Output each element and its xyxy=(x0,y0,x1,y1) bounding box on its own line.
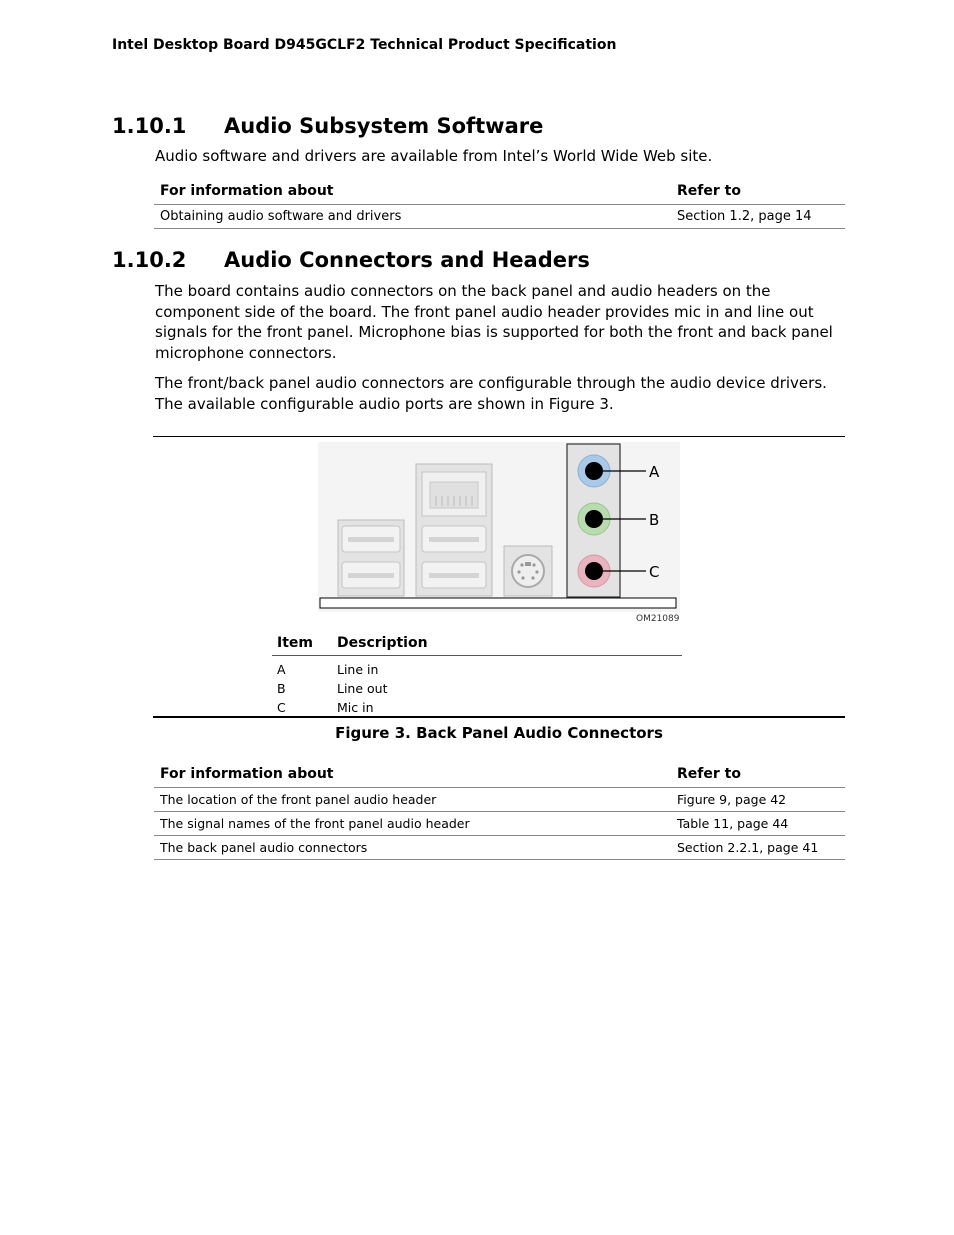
column-header-refer: Refer to xyxy=(671,760,845,788)
section-heading-audio-software xyxy=(112,114,543,138)
cell-about: The back panel audio connectors xyxy=(154,836,671,860)
running-header: Intel Desktop Board D945GCLF2 Technical Product Specification xyxy=(112,37,617,53)
lan-usb-stack xyxy=(416,464,492,596)
table-row xyxy=(154,205,845,229)
back-panel-illustration xyxy=(318,442,680,612)
cell-refer: Table 11, page 44 xyxy=(671,812,845,836)
cell-description: Line in xyxy=(337,661,379,677)
section-paragraph-1: The board contains audio connectors on the back panel and audio headers on the component side of the board. The front panel audio header provides mic in and line out signals for the front panel. Microphone bias is supported for both the front and back panel microphone connectors. xyxy=(155,282,833,362)
column-header-about: For information about xyxy=(154,760,671,788)
reference-table-connectors xyxy=(154,760,845,860)
section-paragraph-2: The front/back panel audio connectors are configurable through the audio device drivers. The available configurable audio ports are shown in Figure 3. xyxy=(155,374,827,413)
cell-refer: Section 1.2, page 14 xyxy=(671,205,845,229)
callout-a: A xyxy=(649,463,660,481)
cell-item: B xyxy=(277,680,286,696)
cell-description: Line out xyxy=(337,680,388,696)
reference-table-software xyxy=(154,177,845,229)
cell-about: The location of the front panel audio header xyxy=(154,788,671,812)
callout-c: C xyxy=(649,563,660,581)
audio-jack-stack xyxy=(567,444,620,597)
table-row xyxy=(272,660,682,679)
section-heading-audio-connectors xyxy=(112,248,590,272)
figure-top-rule xyxy=(153,436,845,437)
section-title: Audio Subsystem Software xyxy=(224,114,544,138)
cell-about: The signal names of the front panel audio header xyxy=(154,812,671,836)
section-title: Audio Connectors and Headers xyxy=(224,248,590,272)
section-body-text: Audio software and drivers are available from Intel’s World Wide Web site. xyxy=(155,147,713,165)
cell-refer: Section 2.2.1, page 41 xyxy=(671,836,845,860)
cell-refer: Figure 9, page 42 xyxy=(671,788,845,812)
cell-description: Mic in xyxy=(337,699,374,715)
section-number: 1.10.2 xyxy=(112,248,187,272)
section-number: 1.10.1 xyxy=(112,114,187,138)
column-header-description: Description xyxy=(332,633,682,656)
column-header-item: Item xyxy=(272,633,332,656)
figure-code: OM21089 xyxy=(636,614,680,624)
ps2-connector xyxy=(504,546,552,596)
table-header-row xyxy=(154,177,845,205)
cell-about: Obtaining audio software and drivers xyxy=(154,205,671,229)
callout-b: B xyxy=(649,511,660,529)
figure-caption: Figure 3. Back Panel Audio Connectors xyxy=(335,724,663,742)
table-row xyxy=(154,836,845,860)
column-header-refer: Refer to xyxy=(671,177,845,205)
table-row xyxy=(272,679,682,698)
usb-stack-left xyxy=(338,520,404,596)
table-header-row xyxy=(154,760,845,788)
cell-item: A xyxy=(277,661,286,677)
table-row xyxy=(154,812,845,836)
figure-item-table xyxy=(272,633,682,717)
table-row xyxy=(272,698,682,717)
table-row xyxy=(154,788,845,812)
table-header-row xyxy=(272,633,682,656)
cell-item: C xyxy=(277,699,286,715)
column-header-about: For information about xyxy=(154,177,671,205)
figure-bottom-rule xyxy=(153,716,845,718)
